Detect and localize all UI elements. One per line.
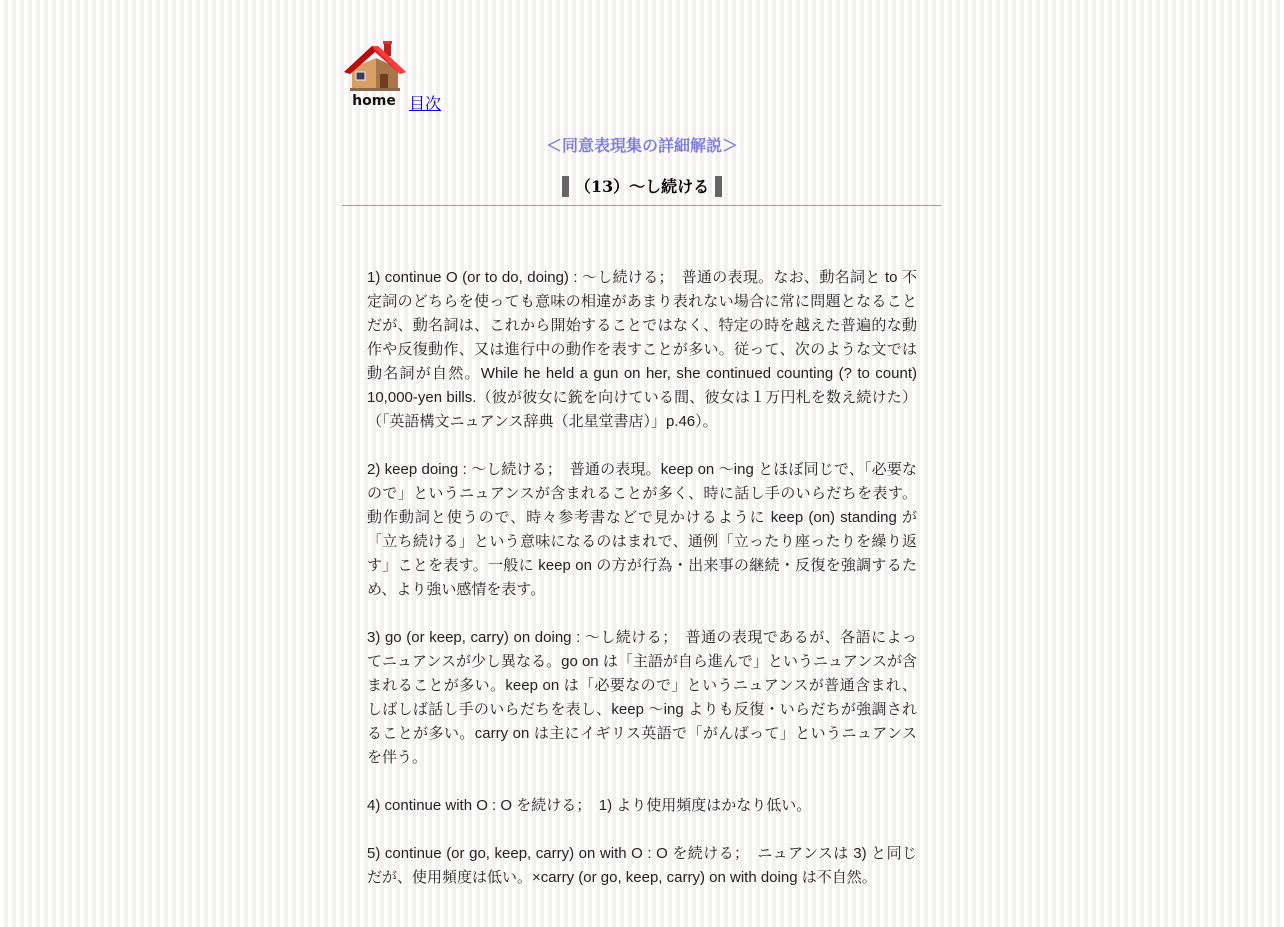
title-bar-left xyxy=(562,176,569,197)
paragraph: 1) continue O (or to do, doing) : ～し続ける； 普通の表現。なお、動名詞と to 不定詞のどちらを使っても意味の相違があまり表れない場合に常に問題となることだが、動名詞は、これから開始することではなく、特定の時を越えた普遍的な動作や反復動作、又は進行中の動作を表すことが多い。従って、次のような文では動名詞が自然。While he held a gun on her, she continued counting (? to count) 10,000-yen bills.（彼が彼女に銃を向けている間、彼女は１万円札を数え続けた）（「英語構文ニュアンス辞典（北星堂書店）」p.46）。 xyxy=(367,269,917,430)
top-nav xyxy=(342,38,542,113)
title-number: （13） xyxy=(574,177,630,196)
page-subtitle: ＜同意表現集の詳細解説＞ xyxy=(545,136,738,155)
toc-link[interactable]: 目次 xyxy=(409,94,442,113)
article-body xyxy=(367,266,917,914)
home-icon xyxy=(342,38,406,110)
home-link[interactable] xyxy=(342,38,406,110)
paragraph: 5) continue (or go, keep, carry) on with O : O を続ける； ニュアンスは 3) と同じだが、使用頻度は低い。×carry (or go, keep, carry) on with doing は不自然。 xyxy=(367,845,917,886)
paragraph: 4) continue with O : O を続ける； 1) より使用頻度はかなり低い。 xyxy=(367,797,812,814)
page-title xyxy=(342,174,942,197)
divider xyxy=(342,205,941,206)
title-text: ～し続ける xyxy=(629,177,710,196)
paragraph: 3) go (or keep, carry) on doing : ～し続ける； 普通の表現であるが、各語によってニュアンスが少し異なる。go on は「主語が自ら進んで」というニュアンスが含まれることが多い。keep on は「必要なので」というニュアンスが普通含まれ、しばしば話し手のいらだちを表し、keep ～ing よりも反復・いらだちが強調されることが多い。carry on は主にイギリス英語で「がんばって」というニュアンスを伴う。 xyxy=(367,629,917,766)
paragraph: 2) keep doing : ～し続ける； 普通の表現。keep on ～ing とほぼ同じで、「必要なので」というニュアンスが含まれることが多く、時に話し手のいらだちを表す。動作動詞と使うので、時々参考書などで見かけるように keep (on) standing が「立ち続ける」という意味になるのはまれで、通例「立ったり座ったりを繰り返す」ことを表す。一般に keep on の方が行為・出来事の継続・反復を強調するため、より強い感情を表す。 xyxy=(367,461,917,598)
title-bar-right xyxy=(715,176,722,197)
home-label: home xyxy=(352,93,396,109)
